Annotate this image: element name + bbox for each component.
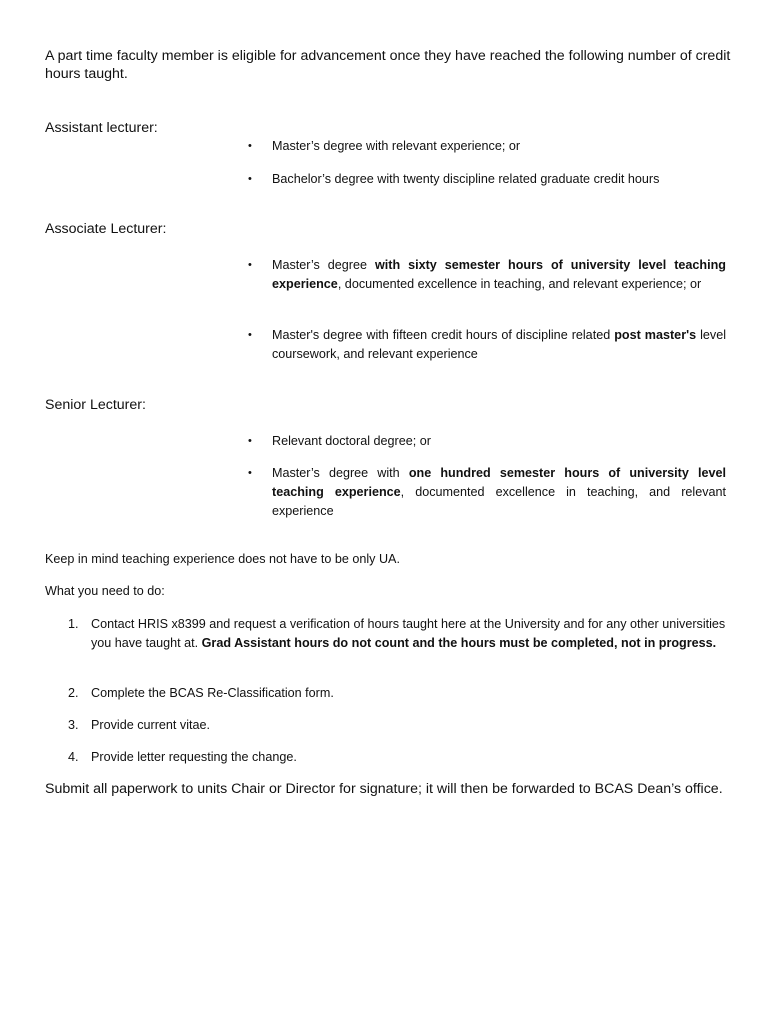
step-number: 1. bbox=[68, 617, 79, 631]
associate-lecturer-heading: Associate Lecturer: bbox=[45, 221, 167, 237]
bullet-icon: • bbox=[248, 329, 252, 341]
bullet-icon: • bbox=[248, 435, 252, 447]
bullet-icon: • bbox=[248, 140, 252, 152]
bullet-item bbox=[248, 137, 726, 156]
step-text: Provide letter requesting the change. bbox=[91, 750, 297, 764]
bullet-text: Master’s degree with relevant experience; or bbox=[272, 139, 521, 153]
bullet-icon: • bbox=[248, 467, 252, 479]
numbered-step bbox=[68, 615, 728, 653]
intro-paragraph: A part time faculty member is eligible for advancement once they have reached the following number of credit hours taught. bbox=[45, 48, 731, 82]
what-to-do-heading: What you need to do: bbox=[45, 584, 165, 598]
bullet-text bbox=[272, 256, 726, 294]
keep-in-mind-note: Keep in mind teaching experience does not have to be only UA. bbox=[45, 552, 400, 566]
bold-text-run: with sixty semester hours of university level teaching experience bbox=[272, 258, 726, 291]
assistant-lecturer-heading: Assistant lecturer: bbox=[45, 120, 158, 136]
text-run: , documented excellence in teaching, and relevant experience bbox=[272, 485, 727, 518]
text-run: , documented excellence in teaching, and relevant experience; or bbox=[337, 277, 702, 291]
text-run: Contact HRIS x8399 and request a verification of hours taught here at the University and for any other universities you have taught at. bbox=[91, 617, 726, 650]
bullet-item bbox=[248, 464, 726, 521]
bullet-text bbox=[272, 326, 726, 364]
bullet-item bbox=[248, 256, 726, 294]
bullet-item bbox=[248, 326, 726, 364]
bullet-icon: • bbox=[248, 173, 252, 185]
step-number: 4. bbox=[68, 750, 79, 764]
numbered-step bbox=[68, 748, 728, 767]
submit-paragraph: Submit all paperwork to units Chair or Director for signature; it will then be forwarded to BCAS Dean’s office. bbox=[45, 781, 723, 797]
numbered-step bbox=[68, 684, 728, 703]
step-text bbox=[91, 615, 728, 653]
bullet-text bbox=[272, 464, 726, 521]
text-run: Master's degree with fifteen credit hours of discipline related bbox=[272, 328, 615, 342]
bullet-item bbox=[248, 170, 726, 189]
step-text: Provide current vitae. bbox=[91, 718, 210, 732]
bullet-text: Bachelor’s degree with twenty discipline related graduate credit hours bbox=[272, 172, 660, 186]
senior-lecturer-heading: Senior Lecturer: bbox=[45, 397, 146, 413]
bullet-item bbox=[248, 432, 726, 451]
numbered-step bbox=[68, 716, 728, 735]
step-number: 3. bbox=[68, 718, 79, 732]
bold-text-run: post master's bbox=[614, 328, 697, 342]
bullet-text: Relevant doctoral degree; or bbox=[272, 434, 431, 448]
text-run: Master’s degree with bbox=[272, 466, 409, 480]
text-run: level coursework, and relevant experience bbox=[272, 328, 726, 361]
bullet-icon: • bbox=[248, 259, 252, 271]
text-run: Master’s degree bbox=[272, 258, 375, 272]
step-text: Complete the BCAS Re-Classification form. bbox=[91, 686, 334, 700]
step-number: 2. bbox=[68, 686, 79, 700]
bold-text-run: Grad Assistant hours do not count and the hours must be completed, not in progress. bbox=[201, 636, 717, 650]
bold-text-run: one hundred semester hours of university level teaching experience bbox=[272, 466, 726, 499]
